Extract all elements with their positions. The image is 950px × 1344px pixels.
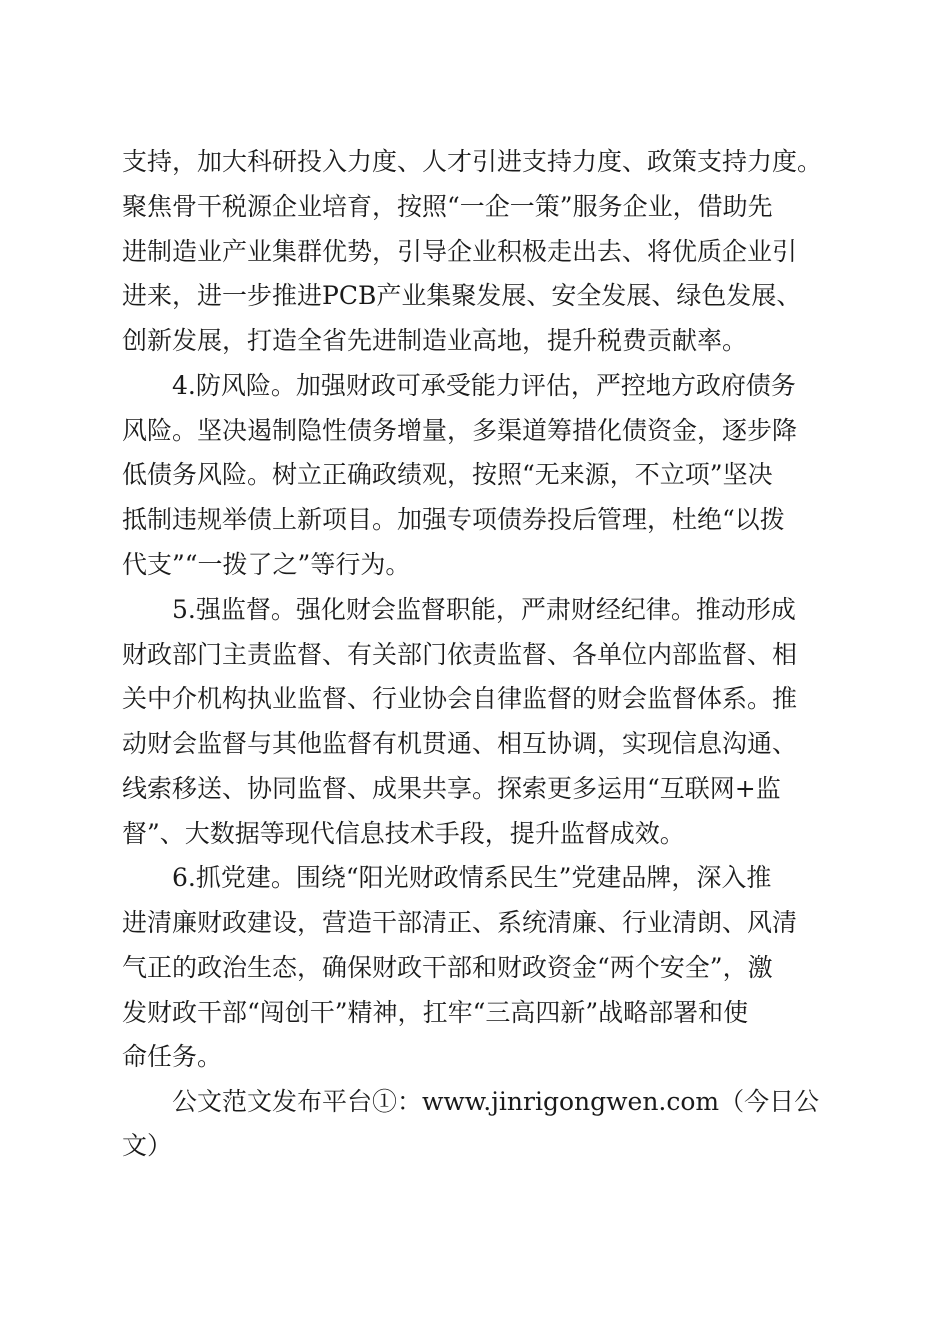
text-line: 进制造业产业集群优势，引导企业积极走出去、将优质企业引 <box>122 237 798 266</box>
paragraph-heading-line: 4.防风险。加强财政可承受能力评估，严控地方政府债务 <box>172 371 796 400</box>
source-note-line: 文） <box>122 1131 173 1160</box>
text-line: 督”、大数据等现代信息技术手段，提升监督成效。 <box>122 819 685 848</box>
text-line: 财政部门主责监督、有关部门依责监督、各单位内部监督、相 <box>122 640 798 669</box>
text-line: 发财政干部“闯创干”精神，扛牢“三高四新”战略部署和使 <box>122 998 749 1027</box>
text-line: 进清廉财政建设，营造干部清正、系统清廉、行业清朗、风清 <box>122 908 798 937</box>
text-line: 抵制违规举债上新项目。加强专项债券投后管理，杜绝“以拨 <box>122 505 785 534</box>
paragraph-heading-line: 6.抓党建。围绕“阳光财政情系民生”党建品牌，深入推 <box>172 863 772 892</box>
text-line: 进来，进一步推进PCB产业集聚发展、安全发展、绿色发展、 <box>122 281 802 310</box>
source-note-line: 公文范文发布平台①：www.jinrigongwen.com（今日公 <box>172 1087 820 1116</box>
text-line: 线索移送、协同监督、成果共享。探索更多运用“互联网+监 <box>122 774 781 803</box>
text-line: 气正的政治生态，确保财政干部和财政资金“两个安全”，激 <box>122 953 773 982</box>
paragraph-heading-line: 5.强监督。强化财会监督职能，严肃财经纪律。推动形成 <box>172 595 796 624</box>
text-line: 关中介机构执业监督、行业协会自律监督的财会监督体系。推 <box>122 684 798 713</box>
text-line: 代支”“一拨了之”等行为。 <box>122 550 411 579</box>
text-line: 风险。坚决遏制隐性债务增量，多渠道筹措化债资金，逐步降 <box>122 416 798 445</box>
text-line: 动财会监督与其他监督有机贯通、相互协调，实现信息沟通、 <box>122 729 798 758</box>
text-line: 聚焦骨干税源企业培育，按照“一企一策”服务企业，借助先 <box>122 192 773 221</box>
text-line: 支持，加大科研投入力度、人才引进支持力度、政策支持力度。 <box>122 147 823 176</box>
text-line: 低债务风险。树立正确政绩观，按照“无来源，不立项”坚决 <box>122 460 773 489</box>
text-line: 命任务。 <box>122 1042 223 1071</box>
text-line: 创新发展，打造全省先进制造业高地，提升税费贡献率。 <box>122 326 748 355</box>
